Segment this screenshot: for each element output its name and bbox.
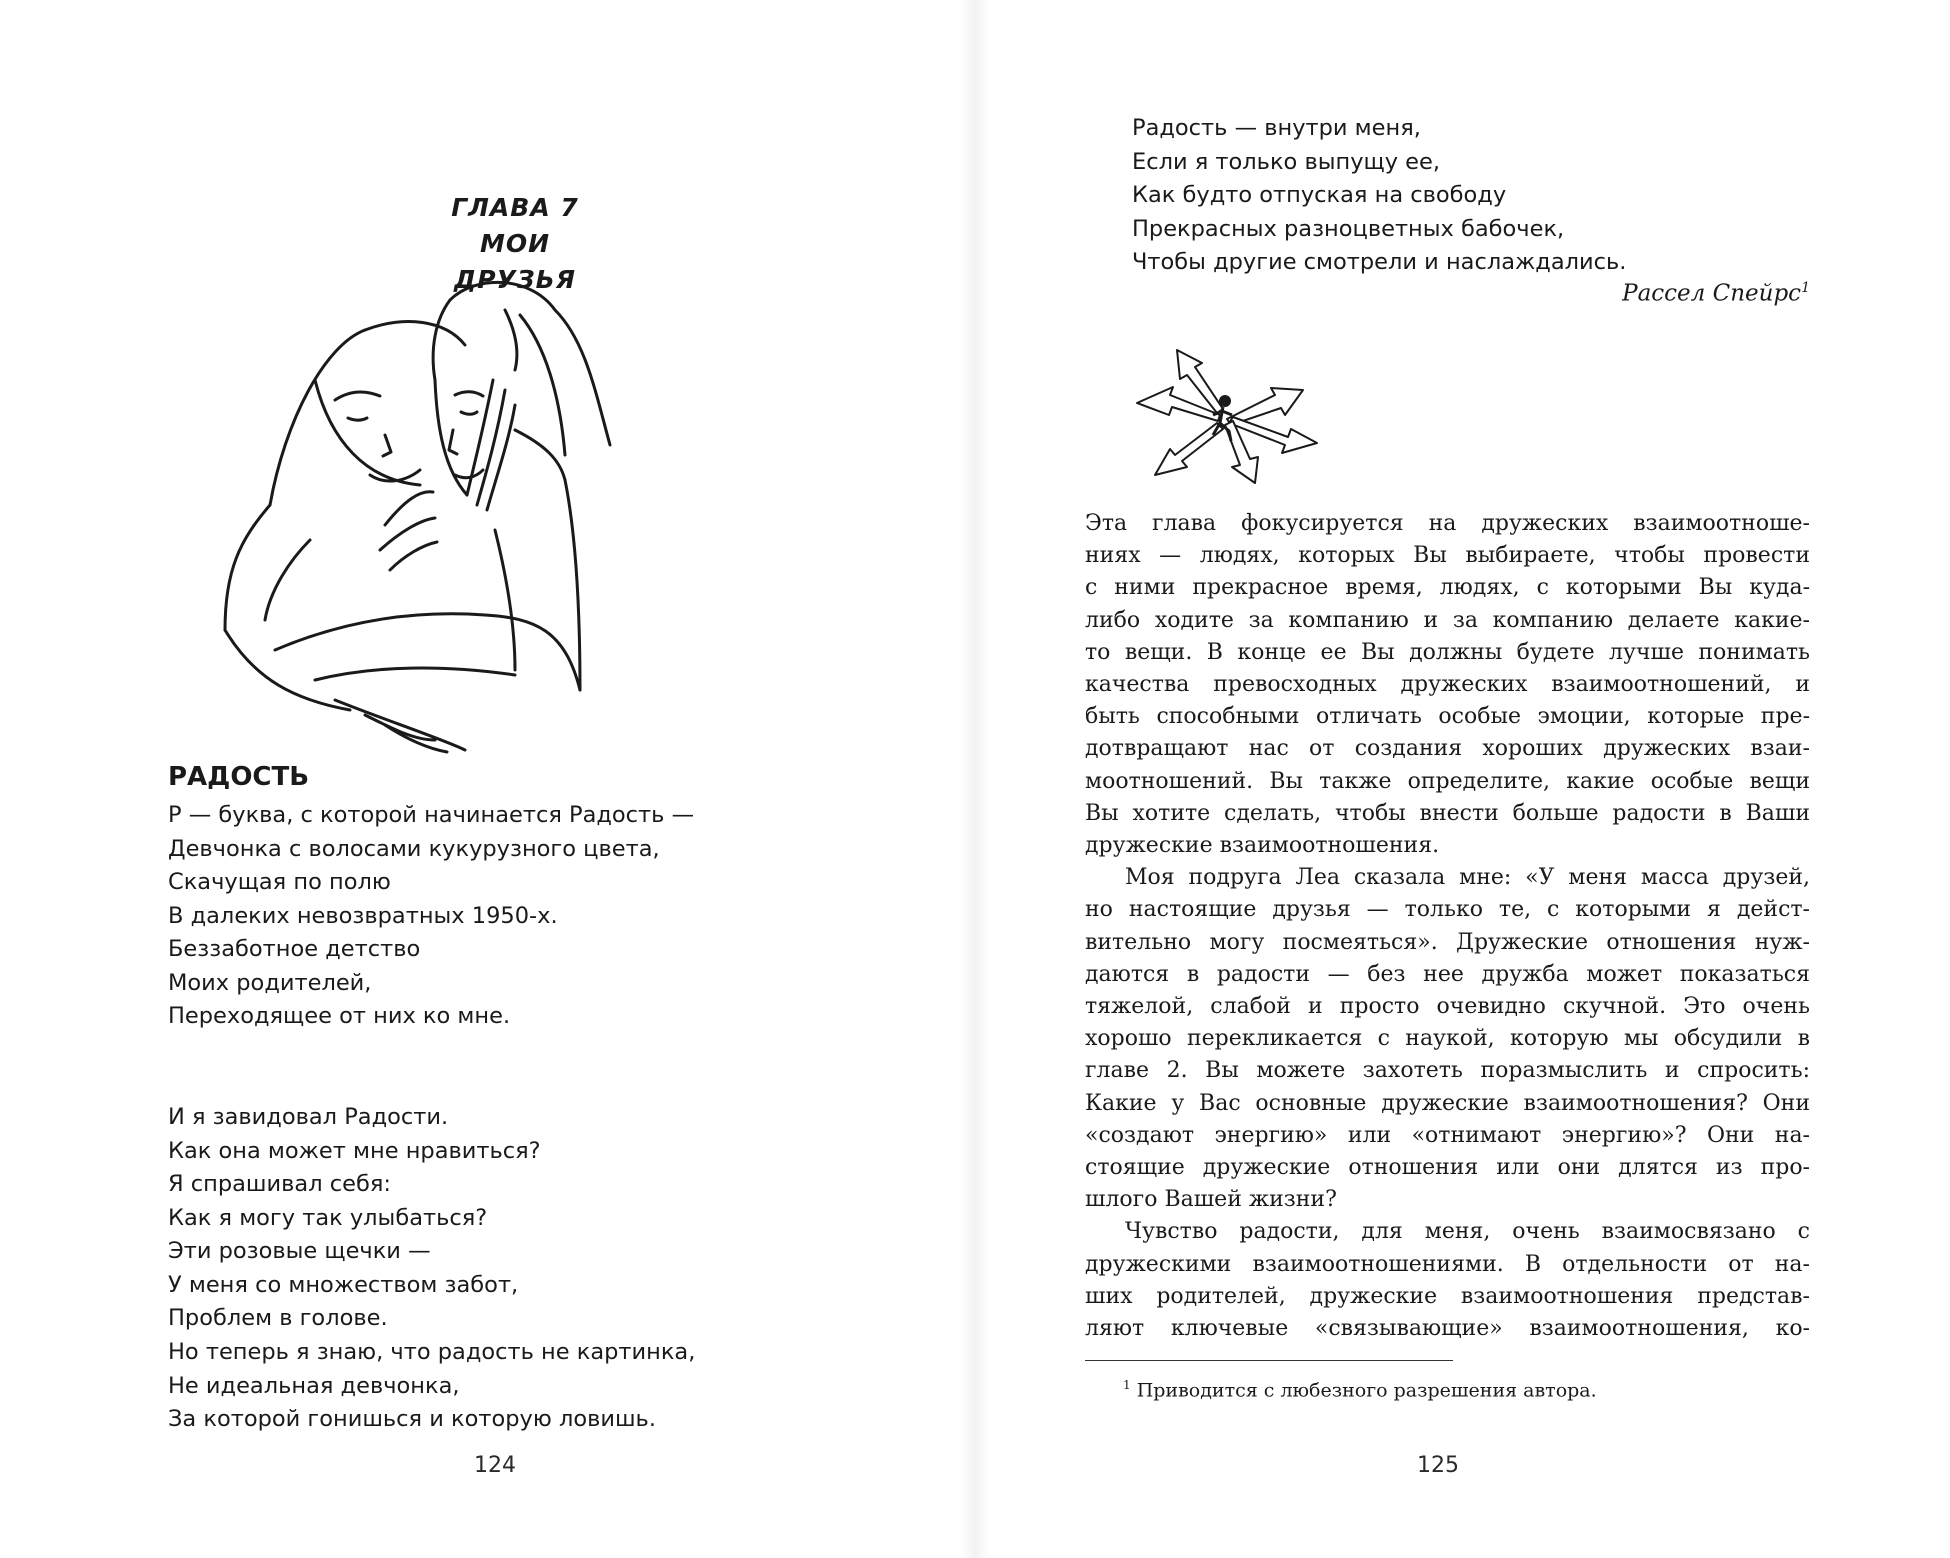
poem-line: Девчонка с волосами кукурузного цвета,: [168, 835, 660, 862]
poem-stanza-3: [168, 1336, 695, 1437]
right-page: [975, 0, 1950, 1558]
body-line: ниях — людях, которых Вы выбираете, чтобы провести: [1085, 543, 1810, 569]
two-women-embracing-illustration: [215, 270, 775, 770]
poem-line: Не идеальная девчонка,: [168, 1372, 460, 1399]
body-line: с ними прекрасное время, людях, с которыми Вы куда-: [1085, 575, 1810, 601]
body-line: даются в радости — без нее дружба может показаться: [1085, 961, 1810, 987]
body-line: дотвращают нас от создания хороших дружеских взаи-: [1085, 736, 1810, 762]
body-line: тяжелой, слабой и просто очевидно скучной. Это очень: [1085, 994, 1810, 1020]
body-line: то вещи. В конце ее Вы должны будете лучше понимать: [1085, 639, 1810, 665]
body-line: «создают энергию» или «отнимают энергию»? Они на-: [1085, 1122, 1810, 1148]
body-line: стоящие дружеские отношения или они длятся из про-: [1085, 1155, 1810, 1181]
poem-line: Но теперь я знаю, что радость не картинка,: [168, 1339, 696, 1365]
chapter-label: ГЛАВА 7: [451, 193, 579, 222]
running-figure-arrows-icon: [1125, 345, 1325, 485]
page-number-right: 125: [1417, 1453, 1459, 1478]
body-text: [1085, 508, 1810, 1345]
epigraph-attribution: [1325, 280, 1810, 307]
body-line: вительно могу посмеяться». Дружеские отношения нуж-: [1085, 929, 1810, 955]
poem-stanza-2: [168, 1101, 541, 1336]
poem-line: И я завидовал Радости.: [168, 1104, 449, 1130]
chapter-title: МОИ ДРУЗЬЯ: [454, 229, 576, 294]
poem-line: Беззаботное детство: [168, 936, 421, 962]
epigraph-line: Прекрасных разноцветных бабочек,: [1132, 215, 1565, 242]
body-line: ляют ключевые «связывающие» взаимоотношения, ко-: [1085, 1316, 1810, 1342]
body-line: Чувство радости, для меня, очень взаимосвязано с: [1125, 1219, 1810, 1245]
body-line: Вы хотите сделать, чтобы внести больше радости в Ваши: [1085, 800, 1810, 826]
body-line: Эта глава фокусируется на дружеских взаимоотноше-: [1085, 511, 1810, 536]
poem-line: Как она может мне нравиться?: [168, 1137, 541, 1164]
body-line: моотношений. Вы также определите, какие особые вещи: [1085, 768, 1810, 794]
epigraph: [1132, 112, 1626, 280]
poem-line: Эти розовые щечки —: [168, 1238, 431, 1264]
body-line: Моя подруга Леа сказала мне: «У меня масса друзей,: [1125, 865, 1810, 891]
epigraph-line: Радость — внутри меня,: [1132, 115, 1421, 141]
body-line: но настоящие друзья — только те, с которыми я дейст-: [1085, 897, 1810, 923]
body-line: шлого Вашей жизни?: [1085, 1187, 1337, 1213]
poem-line: Р — буква, с которой начинается Радость —: [168, 802, 695, 828]
poem-line: Проблем в голове.: [168, 1305, 388, 1331]
body-line: Какие у Вас основные дружеские взаимоотношения? Они: [1085, 1090, 1810, 1116]
poem-line: Скачущая по полю: [168, 869, 391, 895]
body-line: быть способными отличать особые эмоции, которые пре-: [1085, 704, 1810, 730]
body-line: дружеские взаимоотношения.: [1085, 833, 1440, 859]
footnote-text: Приводится с любезного разрешения автора.: [1136, 1379, 1597, 1402]
body-line: качества превосходных дружеских взаимоотношений, и: [1085, 672, 1810, 698]
attribution-footnote-mark: 1: [1801, 280, 1810, 296]
page-number-left: 124: [474, 1453, 516, 1478]
attribution-author: Рассел Спейрс: [1622, 280, 1802, 307]
epigraph-line: Как будто отпуская на свободу: [1132, 182, 1507, 208]
body-line: ших родителей, дружеские взаимоотношения представ-: [1085, 1283, 1810, 1309]
poem-line: У меня со множеством забот,: [168, 1271, 519, 1298]
poem-title: РАДОСТЬ: [168, 762, 310, 792]
poem-line: Переходящее от них ко мне.: [168, 1003, 511, 1029]
body-line: либо ходите за компанию и за компанию делаете какие-: [1085, 607, 1810, 633]
poem-line: В далеких невозвратных 1950-х.: [168, 902, 558, 929]
poem-line: Я спрашивал себя:: [168, 1171, 391, 1197]
poem-line: За которой гонишься и которую ловишь.: [168, 1406, 656, 1432]
body-line: главе 2. Вы можете захотеть поразмыслить и спросить:: [1085, 1058, 1810, 1084]
poem-line: Как я могу так улыбаться?: [168, 1204, 488, 1231]
epigraph-line: Чтобы другие смотрели и наслаждались.: [1132, 249, 1627, 275]
footnote-divider: [1085, 1360, 1453, 1361]
poem-line: Моих родителей,: [168, 969, 372, 996]
footnote: [1123, 1378, 1597, 1401]
epigraph-line: Если я только выпущу ее,: [1132, 148, 1441, 175]
poem-stanza-1: [168, 799, 694, 1034]
body-line: хорошо перекликается с наукой, которую мы обсудили в: [1085, 1026, 1810, 1052]
body-line: дружескими взаимоотношениями. В отдельности от на-: [1085, 1251, 1810, 1277]
footnote-mark: 1: [1123, 1378, 1131, 1392]
